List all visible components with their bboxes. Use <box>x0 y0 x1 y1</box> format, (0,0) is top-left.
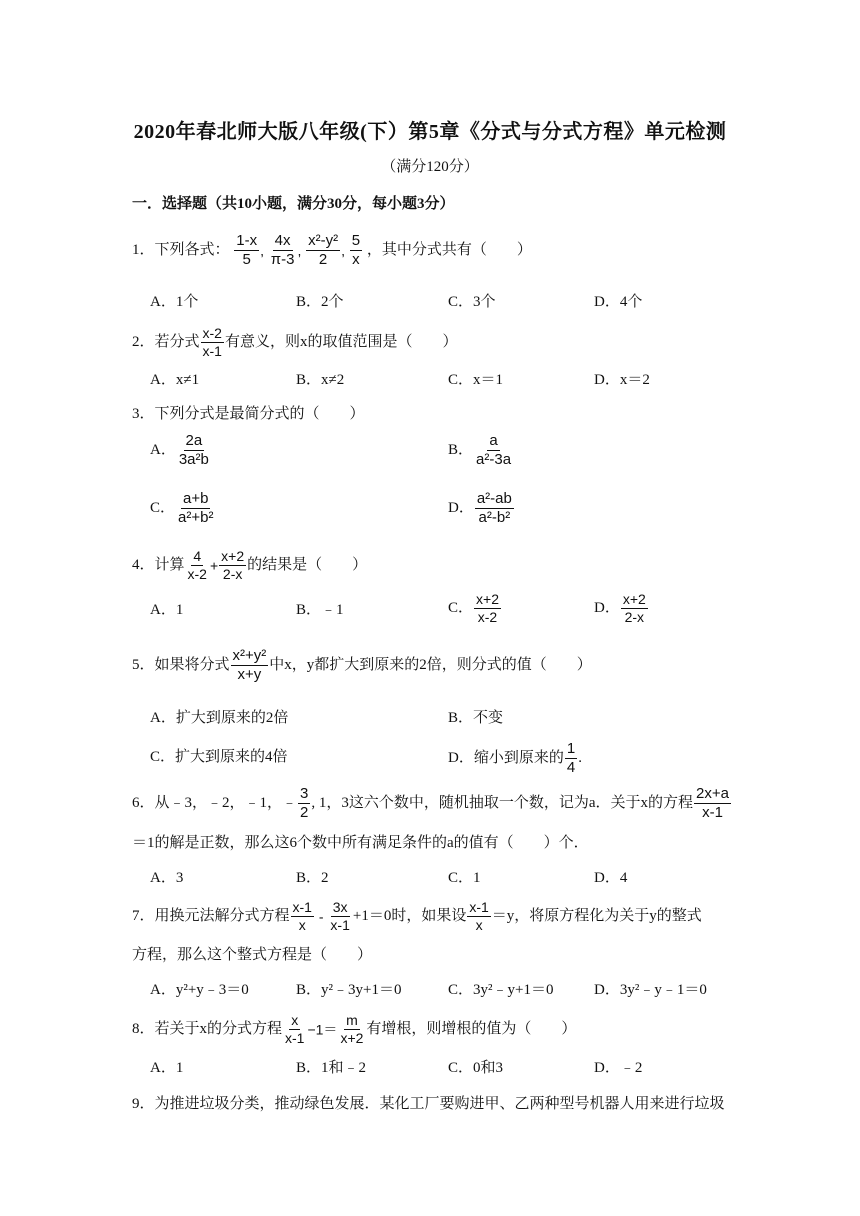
section-heading: 一．选择题（共10小题，满分30分，每小题3分） <box>132 196 455 212</box>
q2-option-b: B．x≠2 <box>296 372 345 388</box>
question-2: 2．若分式 $\frac{x-2}{x-1}$ 有意义，则x的取值范围是（ ） <box>132 325 458 359</box>
q1-prefix: 1．下列各式： <box>132 241 230 258</box>
question-7-line2: 方程，那么这个整式方程是（ ） <box>132 947 373 963</box>
q2-option-d: D．x＝2 <box>594 372 650 388</box>
q1-option-c: C．3个 <box>448 294 496 310</box>
q6-option-d: D．4 <box>594 870 628 886</box>
q1-fraction-1: $\frac{1-x}{5}$ <box>236 232 258 268</box>
q5-option-d: D．缩小到原来的 $\frac{1}{4}$ . <box>448 740 582 776</box>
question-7: 7．用换元法解分式方程 $\frac{x-1}{x}$ - $\frac{3x}{x-1}$ +1＝0时，如果设 $\frac{x-1}{x}$ ＝y，将原方程化为关于y的整式 <box>132 899 702 933</box>
q2-option-a: A．x≠1 <box>150 372 200 388</box>
q5-option-a: A．扩大到原来的2倍 <box>150 710 289 726</box>
q8-option-d: D．﹣2 <box>594 1060 643 1076</box>
q6-option-c: C．1 <box>448 870 481 886</box>
q4-option-b: B．﹣1 <box>296 602 344 618</box>
q8-option-c: C．0和3 <box>448 1060 504 1076</box>
question-5: 5．如果将分式 $\frac{\text{x²+y²}}{x+y}$ 中x，y都扩大到原来的2倍，则分式的值（ ） <box>132 647 592 683</box>
question-4: 4．计算 $\frac{4}{x-2}$ + $\frac{x+2}{2-x}$ 的结果是（ ） <box>132 548 368 582</box>
q3-option-d: D． $\frac{\text{a²-ab}}{\text{a²-b²}}$ <box>448 490 512 526</box>
q1-option-a: A．1个 <box>150 294 199 310</box>
question-1: 1．下列各式： $\frac{1-x}{5}$ , $\frac{4x}{\pi-3}$ , $\frac{\text{x²-y²}}{2}$ , $\frac{5}{x}$ ，其中分式共有（ ） <box>132 232 532 268</box>
q2-fraction: $\frac{x-2}{x-1}$ <box>202 325 222 359</box>
q1-fraction-2: $\frac{4x}{\pi-3}$ <box>270 232 295 268</box>
q5-option-c: C．扩大到原来的4倍 <box>150 749 288 765</box>
q7-option-a: A．y²+y﹣3＝0 <box>150 982 249 998</box>
q7-option-d: D．3y²﹣y﹣1＝0 <box>594 982 707 998</box>
q8-option-a: A．1 <box>150 1060 184 1076</box>
q1-option-b: B．2个 <box>296 294 344 310</box>
q6-option-a: A．3 <box>150 870 184 886</box>
document-title: 2020年春北师大版八年级(下）第5章《分式与分式方程》单元检测 <box>133 121 727 143</box>
q2-option-c: C．x＝1 <box>448 372 504 388</box>
q6-option-b: B．2 <box>296 870 329 886</box>
question-6-line2: ＝1的解是正数，那么这6个数中所有满足条件的a的值有（ ）个． <box>132 835 589 851</box>
q4-option-d: D． $\frac{x+2}{2-x}$ <box>594 591 646 625</box>
q1-suffix: ，其中分式共有（ ） <box>366 241 532 258</box>
document-subtitle: （满分120分） <box>381 159 479 175</box>
q1-fraction-3: $\frac{\text{x²-y²}}{2}$ <box>308 232 339 268</box>
q4-option-c: C． $\frac{x+2}{x-2}$ <box>448 591 499 625</box>
q4-option-a: A．1 <box>150 602 184 618</box>
q7-option-c: C．3y²﹣y+1＝0 <box>448 982 554 998</box>
q1-option-d: D．4个 <box>594 294 643 310</box>
question-9: 9．为推进垃圾分类，推动绿色发展．某化工厂要购进甲、乙两种型号机器人用来进行垃圾 <box>132 1096 725 1112</box>
q5-option-b: B．不变 <box>448 710 504 726</box>
q1-fraction-4: $\frac{5}{x}$ <box>351 232 361 268</box>
q8-option-b: B．1和﹣2 <box>296 1060 367 1076</box>
q3-option-b: B． $\frac{a}{\text{a²-3a}}$ <box>448 432 512 468</box>
question-8: 8．若关于x的分式方程 $\frac{x}{x-1}$ −1＝ $\frac{m}{x+2}$ 有增根，则增根的值为（ ） <box>132 1012 577 1046</box>
question-3: 3．下列分式是最简分式的（ ） <box>132 406 365 422</box>
q3-option-a: A． $\frac{2a}{\text{3a²b}}$ <box>150 432 209 468</box>
q3-option-c: C． $\frac{a+b}{\text{a²+b²}}$ <box>150 490 214 526</box>
q7-option-b: B．y²﹣3y+1＝0 <box>296 982 402 998</box>
question-6: 6．从﹣3，﹣2，﹣1，﹣ $\frac{3}{2}$ , 1，3这六个数中，随机抽取一个数，记为a．关于x的方程 $\frac{2x+a}{x-1}$ <box>132 785 729 821</box>
